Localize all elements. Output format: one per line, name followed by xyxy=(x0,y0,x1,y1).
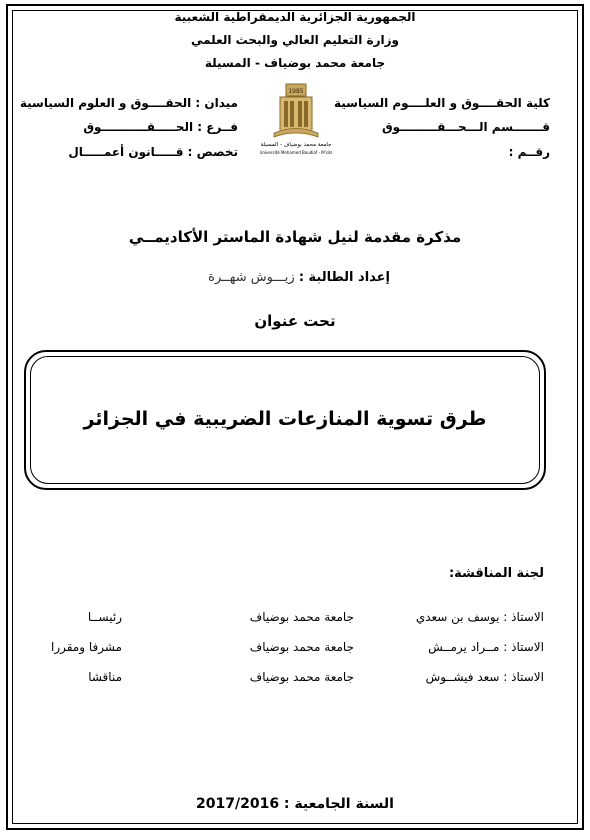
member-university: جامعة محمد بوضياف xyxy=(249,640,354,654)
logo-caption-en: Université Mohamed Boudiaf - M'sila xyxy=(260,150,332,155)
student-label: إعداد الطالبة : xyxy=(298,270,390,285)
thesis-title: طرق تسوية المنازعات الضريبية في الجزائر xyxy=(83,408,487,430)
student-line xyxy=(208,270,390,285)
under-title-label: تحت عنوان xyxy=(254,312,336,330)
member-name: الاستاذ : يوسف بن سعدي xyxy=(415,610,544,624)
member-role: مشرفا ومقررا xyxy=(50,640,122,654)
specialty-label: تخصص : قـــــانون أعمـــــال xyxy=(68,145,238,159)
university-name: جامعة محمد بوضياف - المسيلة xyxy=(204,56,386,70)
student-name: زيـــوش شهــرة xyxy=(208,270,295,285)
university-logo xyxy=(260,80,332,158)
member-university: جامعة محمد بوضياف xyxy=(249,610,354,624)
branch-label: فــرع : الحـــــقـــــــــــوق xyxy=(83,120,238,134)
thesis-title-box xyxy=(24,350,546,490)
member-university: جامعة محمد بوضياف xyxy=(249,670,354,684)
department-label: قـــــــسم الـــحـــقـــــــــوق xyxy=(381,120,550,134)
logo-year: 1985 xyxy=(288,88,304,95)
republic-name: الجمهورية الجزائرية الديمقراطية الشعبية xyxy=(174,10,416,24)
university-logo-emblem xyxy=(260,80,332,158)
number-label: رقــم : xyxy=(508,145,550,159)
member-name: الاستاذ : مــراد يرمــش xyxy=(428,640,544,654)
member-role: مناقشا xyxy=(88,670,122,684)
faculty-label: كلية الحقــــوق و العلــــوم السياسية xyxy=(333,96,550,110)
ministry-name: وزارة التعليم العالي والبحث العلمي xyxy=(190,33,400,47)
memoir-label: مذكرة مقدمة لنيل شهادة الماستر الأكاديمــي xyxy=(128,228,462,246)
committee-label: لجنة المناقشة: xyxy=(448,566,544,581)
member-name: الاستاذ : سعد فيشــوش xyxy=(425,670,544,684)
member-role: رئيســا xyxy=(87,610,122,624)
logo-caption-ar: جامعة محمد بوضياف - المسيلة xyxy=(260,142,332,148)
field-label: ميدان : الحقــــوق و العلوم السياسية xyxy=(19,96,238,110)
academic-year: السنة الجامعية : 2017/2016 xyxy=(196,796,394,812)
